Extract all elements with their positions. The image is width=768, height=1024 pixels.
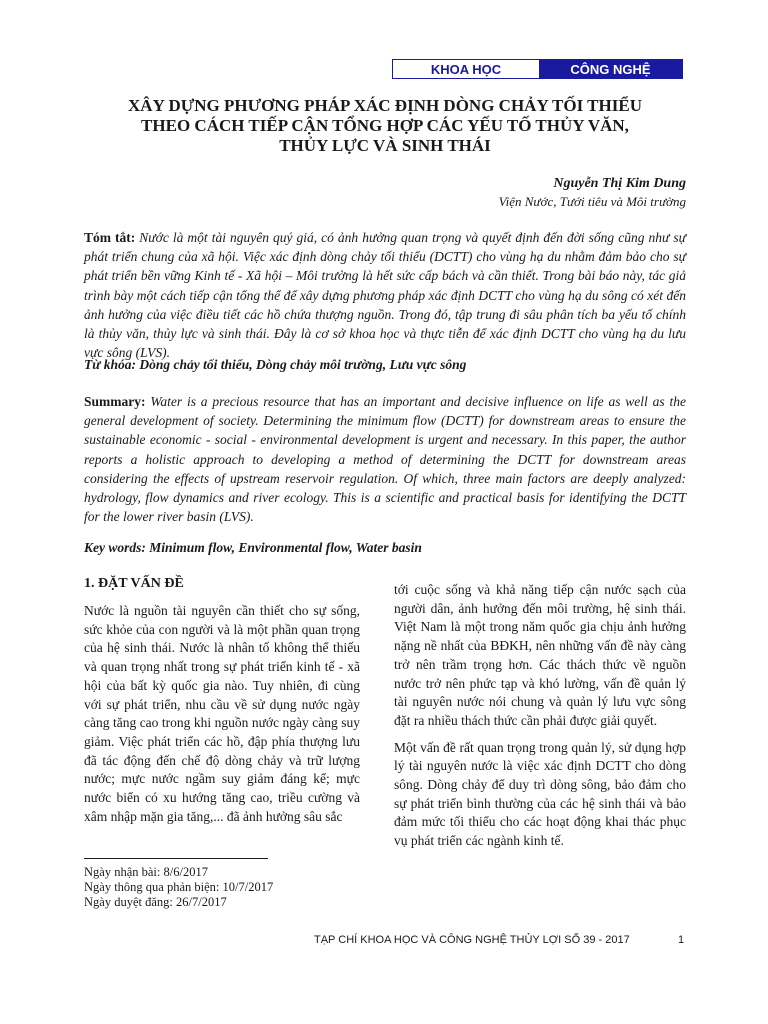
title-line: THỦY LỰC VÀ SINH THÁI — [279, 136, 491, 155]
paragraph: Một vấn đề rất quan trọng trong quản lý, sử dụng hợp lý tài nguyên nước là việc xác định DCTT cho dòng sông. Dòng chảy để duy trì dòng sông, bảo đảm cho sự phát triển bình thường của các hệ sinh thái và bảo đảm mức tối thiểu cho các hoạt động khai thác phục vụ phát triển các ngành kinh tế. — [394, 739, 686, 849]
header-right-label: CÔNG NGHỆ — [539, 60, 682, 78]
abstract-english — [84, 392, 686, 526]
summary-label: Summary: — [84, 394, 146, 409]
footnote-divider — [84, 858, 268, 859]
journal-footer: TẠP CHÍ KHOA HỌC VÀ CÔNG NGHỆ THỦY LỢI SỐ 39 - 2017 — [314, 934, 630, 946]
title-line: THEO CÁCH TIẾP CẬN TỔNG HỢP CÁC YẾU TỐ THỦY VĂN, — [141, 116, 629, 135]
right-column — [394, 581, 686, 859]
header-left-label: KHOA HỌC — [393, 60, 539, 78]
footnote-reviewed: Ngày thông qua phản biện: 10/7/2017 — [84, 880, 274, 894]
page-number: 1 — [678, 934, 685, 946]
paragraph: Nước là nguồn tài nguyên cần thiết cho sự sống, sức khỏe của con người và là một phần quan trọng của hệ sinh thái. Nước là nhân tố không thể thiếu và quan trọng nhất trong sự phát triển kinh tế - xã hội của bất kỳ quốc gia nào. Tuy nhiên, đi cùng với sự phát triển, nhu cầu về sử dụng nước ngày càng tăng cao trong khi nguồn nước ngày càng suy giảm. Việc phát triển các hồ, đập phía thượng lưu đã tác động đến chế độ dòng chảy và trữ lượng nước; mực nước ngầm suy giảm đáng kể; mực nước biển có xu hướng tăng cao, triều cường và xâm nhập mặn gia tăng,... đã ảnh hưởng sâu sắc — [84, 603, 360, 824]
abstract-vietnamese — [84, 228, 686, 362]
keywords-english: Key words: Minimum flow, Environmental flow, Water basin — [84, 540, 422, 555]
keywords-vietnamese: Từ khóa: Dòng chảy tối thiểu, Dòng chảy môi trường, Lưu vực sông — [84, 357, 467, 372]
abstract-label: Tóm tắt: — [84, 230, 136, 245]
abstract-text: Nước là một tài nguyên quý giá, có ảnh hưởng quan trọng và quyết định đến đời sống cũng như sự phát triển chung của xã hội. Việc xác định dòng chảy tối thiểu (DCTT) cho vùng hạ du nhằm đảm bảo cho sự phát triển bền vững Kinh tế - Xã hội – Môi trường là hết sức cấp bách và cần thiết. Trong bài báo này, tác giả trình bày một cách tiếp cận tổng thể để xây dựng phương pháp xác định DCTT cho vùng hạ du sông có xét đến ảnh hưởng của việc điều tiết các hồ chứa thượng nguồn. Trong đó, tập trung đi sâu phân tích ba yếu tố chính là thủy văn, thủy lực và sinh thái. Đây là cơ sở khoa học và thực tiễn để xác định DCTT cho vùng hạ du lưu vực sông (LVS). — [84, 230, 686, 361]
section-heading: 1. ĐẶT VẤN ĐỀ — [84, 576, 184, 591]
author-name: Nguyễn Thị Kim Dung — [553, 176, 686, 191]
left-column — [84, 602, 360, 834]
footnote-accepted: Ngày duyệt đăng: 26/7/2017 — [84, 895, 227, 909]
author-affiliation: Viện Nước, Tưới tiêu và Môi trường — [498, 194, 686, 209]
paper-title — [80, 96, 690, 156]
section-header — [392, 59, 683, 79]
summary-text: Water is a precious resource that has an important and decisive influence on life as well as the general development of society. Determining the minimum flow (DCTT) for downstream areas to ensure the sustainable economic - social - environmental development is urgent and necessary. In this paper, the author reports a holistic approach to developing a method of determining the DCTT for downstream areas considering the effects of upstream reservoir regulation. Of which, three main factors are deeply analyzed: hydrology, flow dynamics and river ecology. This is a scientific and practical basis for identifying the DCTT for the lower river basin (LVS). — [84, 394, 686, 525]
footnote-received: Ngày nhận bài: 8/6/2017 — [84, 865, 208, 879]
footnotes — [84, 865, 273, 910]
paragraph: tới cuộc sống và khả năng tiếp cận nước sạch của người dân, ảnh hưởng đến môi trường, hệ sinh thái. Việt Nam là một trong năm quốc gia chịu ảnh hưởng nặng nề nhất của BĐKH, nên những vấn đề này càng trở nên trầm trọng hơn. Các thách thức về nguồn nước trở nên phức tạp và khó lường, vấn đề quản lý tài nguyên nước nói chung và quản lý lưu vực sông đặt ra nhiều thách thức cần phải được giải quyết. — [394, 582, 686, 728]
title-line: XÂY DỰNG PHƯƠNG PHÁP XÁC ĐỊNH DÒNG CHẢY TỐI THIỂU — [128, 96, 642, 115]
